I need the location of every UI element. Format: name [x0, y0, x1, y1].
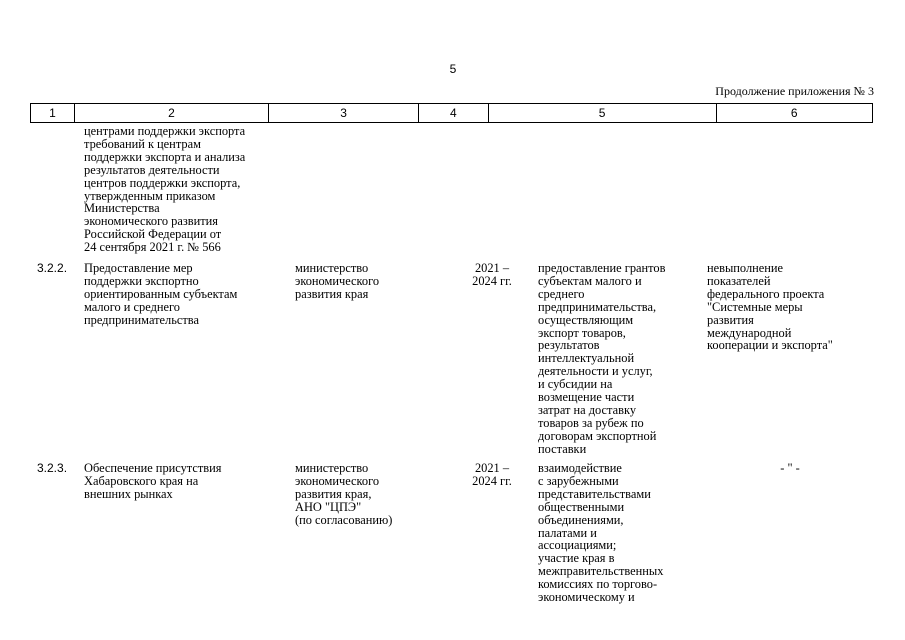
row-measure-text: центрами поддержки экспорта требований к центрам поддержки экспорта и анализа результатов деятельности центров поддержки экспорта, утвержденным приказом Министерства экономического развития Российской Федерации от 24 сентября 2021 г. № 566 [84, 124, 246, 255]
row-period-text: 2021 – 2024 гг. [472, 261, 512, 288]
row-consequence-text: невыполнение показателей федерального проекта "Системные меры развития международной кооперации и экспорта" [707, 261, 833, 353]
row-measure-text: Обеспечение присутствия Хабаровского края на внешних рынках [84, 461, 222, 501]
row-consequence-text: - " - [780, 461, 800, 475]
row-number: 3.2.3. [37, 461, 68, 475]
row-number: 3.2.2. [37, 261, 68, 275]
header-col-1: 1 [31, 104, 75, 122]
header-col-4: 4 [419, 104, 489, 122]
table-header-row [30, 103, 873, 123]
row-period-text: 2021 – 2024 гг. [472, 461, 512, 488]
row-result-text: взаимодействие с зарубежными представительствами общественными объединениями, палатами и ассоциациями; участие края в межправительственных комиссиях по торгово- экономическому и [538, 461, 664, 605]
row-executor-text: министерство экономического развития края [295, 261, 380, 301]
row-result-text: предоставление грантов субъектам малого и среднего предпринимательства, осуществляющим экспорт товаров, результатов интеллектуальной деятельности и услуг, и субсидии на возмещение части затрат на доставку товаров за рубеж по договорам экспортной поставки [538, 261, 666, 456]
header-col-6: 6 [790, 106, 798, 120]
header-col-5: 5 [489, 104, 717, 122]
row-executor-text: министерство экономического развития края, АНО "ЦПЭ" (по согласованию) [295, 461, 393, 527]
header-col-2: 2 [75, 104, 269, 122]
page-number: 5 [449, 62, 457, 76]
row-measure-text: Предоставление мер поддержки экспортно ориентированным субъектам малого и среднего предпринимательства [84, 261, 238, 327]
header-col-3: 3 [269, 104, 419, 122]
continuation-label: Продолжение приложения № 3 [715, 84, 874, 98]
